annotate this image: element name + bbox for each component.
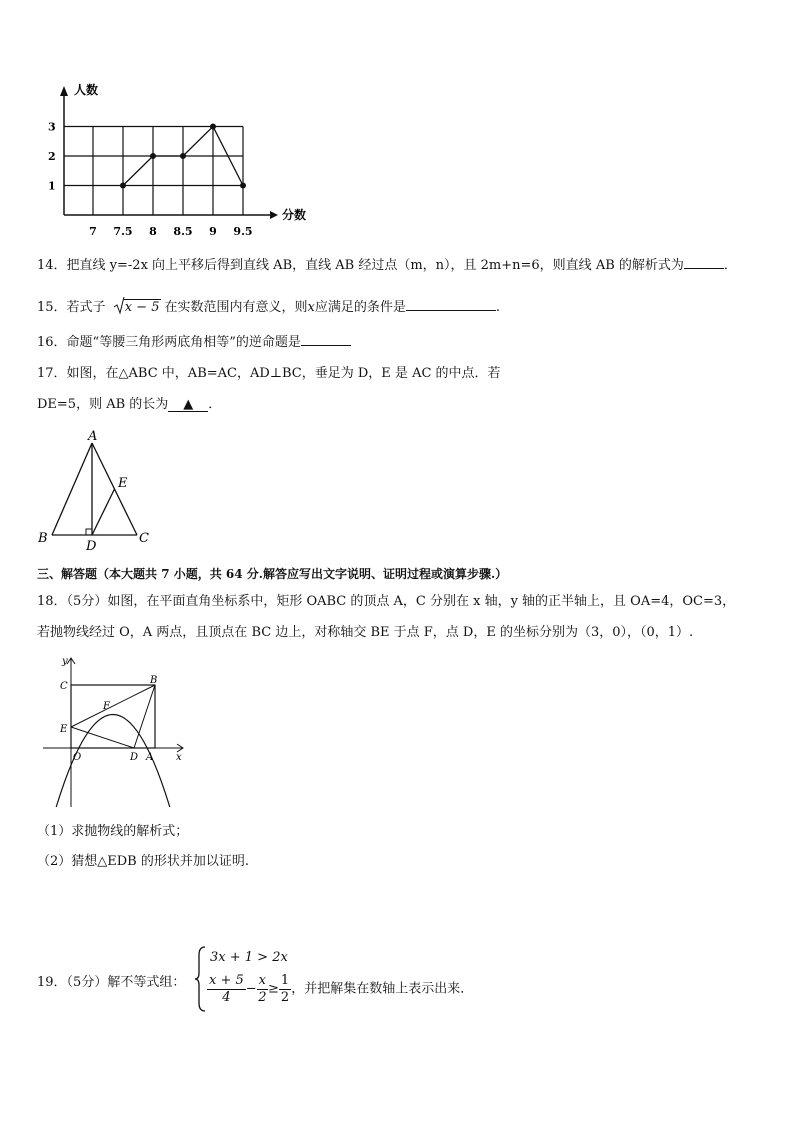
q17-line2-end: ． [208,397,222,412]
label-d: D [86,539,97,554]
data-point [180,153,186,159]
parabola-rectangle-figure [38,652,188,812]
x-tick-label: 8.5 [173,225,193,238]
label-d: D [130,752,139,763]
right-angle-mark [86,529,92,535]
section-3-title: 三、解答题 [37,567,98,581]
q17-line2-pre: DE=5，则 AB 的长为 [37,397,169,412]
x-tick-label: 9 [209,225,217,238]
question-18-line2 [37,625,693,641]
question-15 [37,298,500,316]
data-point [240,183,246,189]
data-point [150,153,156,159]
data-point [120,183,126,189]
sqrt-sign-icon [113,296,125,316]
q16-text: 命题“等腰三角形两底角相等”的逆命题是 [66,335,301,350]
label-a: A [88,429,98,444]
x-tick-label: 9.5 [233,225,253,238]
q15-end: . [495,300,500,315]
section-3-note: （本大题共 7 小题，共 64 分.解答应写出文字说明、证明过程或演算步骤.） [97,567,508,581]
q18-sub1: （1）求抛物线的解析式； [37,824,189,839]
q19-frac1-num: x + 5 [209,973,244,988]
q19-inequality-1: 3x + 1 > 2x [210,950,288,965]
q19-pre: 解不等式组： [107,975,186,990]
q14-text: 把直线 y=-2x 向上平移后得到直线 AB，直线 AB 经过点（m，n），且 2m+n=6，则直线 AB 的解析式为 [66,258,684,273]
q18-line2: 若抛物线经过 O，A 两点，且顶点在 BC 边上，对称轴交 BE 于点 F，点 D，E 的坐标分别为（3，0），（0，1）. [37,625,694,640]
q18-sub2: （2）猜想△EDB 的形状并加以证明. [37,854,249,869]
chart-grid [64,127,243,216]
question-19-prefix [37,975,185,991]
triangle-marker-icon: ▲ [183,397,194,412]
q19-post: ，并把解集在数轴上表示出来． [291,981,474,997]
q14-number: 14． [37,258,67,273]
label-y: y [62,656,68,667]
x-tick-label: 7.5 [113,225,133,238]
x-axis-label: 分数 [282,208,307,222]
question-14 [37,256,737,274]
y-tick-label: 1 [48,179,56,193]
side-ab [52,443,92,535]
q15-post: 应满足的条件是 [314,300,406,315]
q19-fraction-3 [279,973,291,1006]
y-tick-label: 3 [48,120,56,134]
q18-line1: 如图，在平面直角坐标系中，矩形 OABC 的顶点 A，C 分别在 x 轴，y 轴的正半轴上，且 OA=4，OC=3， [107,594,736,609]
q19-frac1-den: 4 [222,990,231,1005]
x-axis-arrow-icon [270,211,278,219]
q19-inequality-2 [207,973,473,1006]
question-18-line1 [37,594,735,610]
q18-number: 18． [37,594,67,609]
triangle-abc-figure [30,425,160,555]
q15-radicand: x − 5 [124,300,160,315]
q14-answer-blank[interactable] [684,256,724,269]
q19-frac3-num: 1 [280,973,290,988]
q16-answer-blank[interactable] [301,333,351,346]
q16-number: 16． [37,335,67,350]
x-tick-label: 8 [149,225,157,238]
q15-pre: 若式子 [66,300,106,315]
q19-number: 19． [37,975,67,990]
q14-end: ． [723,258,737,273]
q15-mid: 在实数范围内有意义，则 [164,300,308,315]
label-f: F [103,701,110,712]
q18-score: （5分） [66,594,108,609]
q19-minus: − [245,981,257,997]
question-17-line2 [37,397,221,413]
q17-answer-blank[interactable] [168,399,208,412]
q17-number: 17． [37,366,67,381]
y-axis-label: 人数 [74,83,99,97]
q19-frac3-den: 2 [280,990,290,1005]
label-a: A [146,752,154,763]
q19-fraction-2 [257,973,268,1006]
x-tick-label: 7 [89,225,97,238]
q15-number: 15． [37,300,67,315]
question-16 [37,333,351,351]
q17-line1: 如图，在△ABC 中，AB=AC，AD⊥BC，垂足为 D，E 是 AC 的中点．若 [66,366,501,381]
left-brace-icon [193,945,207,1013]
label-e: E [118,476,128,491]
label-b: B [150,675,158,686]
label-c: C [60,681,68,692]
q19-frac2-num: x [258,973,267,988]
question-17-line1 [37,366,501,382]
q19-fraction-1 [207,973,246,1006]
segment-de [92,489,115,535]
y-axis-arrow-icon [60,86,68,96]
section-3-heading [37,566,507,582]
data-point [210,124,216,130]
label-o: O [73,752,82,763]
segment-eb [71,685,155,727]
label-e: E [60,724,68,735]
label-c: C [139,531,149,546]
q15-var: x [307,300,315,315]
q19-geq: ≥ [268,981,279,997]
label-b: B [38,531,48,546]
q15-sqrt [113,300,162,316]
q15-answer-blank[interactable] [406,298,496,311]
q19-frac2-den: 2 [258,990,267,1005]
y-tick-label: 2 [48,150,56,163]
label-x: x [176,752,182,763]
score-line-chart [30,78,320,248]
q19-score: （5分） [66,975,108,990]
